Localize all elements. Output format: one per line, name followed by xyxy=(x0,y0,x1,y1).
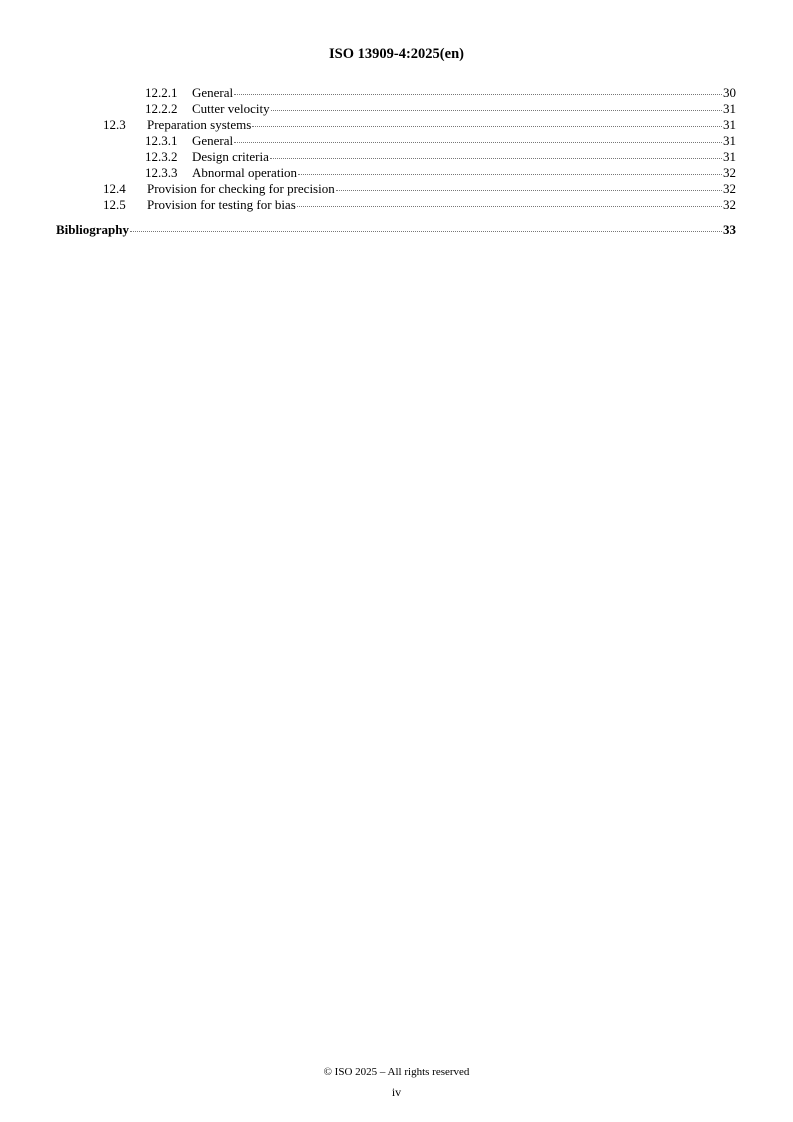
toc-page: 31 xyxy=(723,149,736,164)
leader-dots xyxy=(271,110,722,111)
toc-title: Abnormal operation xyxy=(192,165,298,180)
toc-page: 32 xyxy=(723,165,736,180)
leader-dots xyxy=(298,174,722,175)
toc-title: Provision for checking for precision xyxy=(147,181,335,196)
leader-dots xyxy=(130,231,722,232)
toc-title: Preparation systems xyxy=(147,117,252,132)
toc-number: 12.3.1 xyxy=(145,133,178,148)
toc-page: 31 xyxy=(723,117,736,132)
toc-entry[interactable] xyxy=(145,165,736,181)
toc-number: 12.4 xyxy=(103,181,126,196)
leader-dots xyxy=(297,206,722,207)
toc-entry-bibliography[interactable] xyxy=(56,222,736,238)
toc-number: 12.3.3 xyxy=(145,165,178,180)
toc-page: 32 xyxy=(723,197,736,212)
toc-number: 12.2.2 xyxy=(145,101,178,116)
toc-page: 32 xyxy=(723,181,736,196)
toc-number: 12.3 xyxy=(103,117,126,132)
leader-dots xyxy=(270,158,722,159)
toc-title: Bibliography xyxy=(56,222,129,237)
toc-entry[interactable] xyxy=(145,149,736,165)
toc-title: Provision for testing for bias xyxy=(147,197,296,212)
toc-page: 31 xyxy=(723,133,736,148)
toc-entry[interactable] xyxy=(103,197,736,213)
toc-entry[interactable] xyxy=(145,101,736,117)
page-number: iv xyxy=(391,1085,402,1099)
document-header: ISO 13909-4:2025(en) xyxy=(329,46,464,62)
toc-title: General xyxy=(192,133,234,148)
toc-entry[interactable] xyxy=(103,117,736,133)
copyright-footer: © ISO 2025 – All rights reserved xyxy=(323,1066,470,1078)
toc-entry[interactable] xyxy=(145,85,736,101)
toc-title: General xyxy=(192,85,234,100)
toc-entry[interactable] xyxy=(103,181,736,197)
toc-number: 12.5 xyxy=(103,197,126,212)
toc-number: 12.3.2 xyxy=(145,149,178,164)
toc-number: 12.2.1 xyxy=(145,85,178,100)
leader-dots xyxy=(336,190,722,191)
toc-page: 30 xyxy=(723,85,736,100)
toc-entry[interactable] xyxy=(145,133,736,149)
leader-dots xyxy=(234,94,722,95)
toc-title: Design criteria xyxy=(192,149,269,164)
leader-dots xyxy=(252,126,722,127)
toc-page: 33 xyxy=(723,222,736,237)
toc-page: 31 xyxy=(723,101,736,116)
leader-dots xyxy=(234,142,722,143)
toc-title: Cutter velocity xyxy=(192,101,270,116)
